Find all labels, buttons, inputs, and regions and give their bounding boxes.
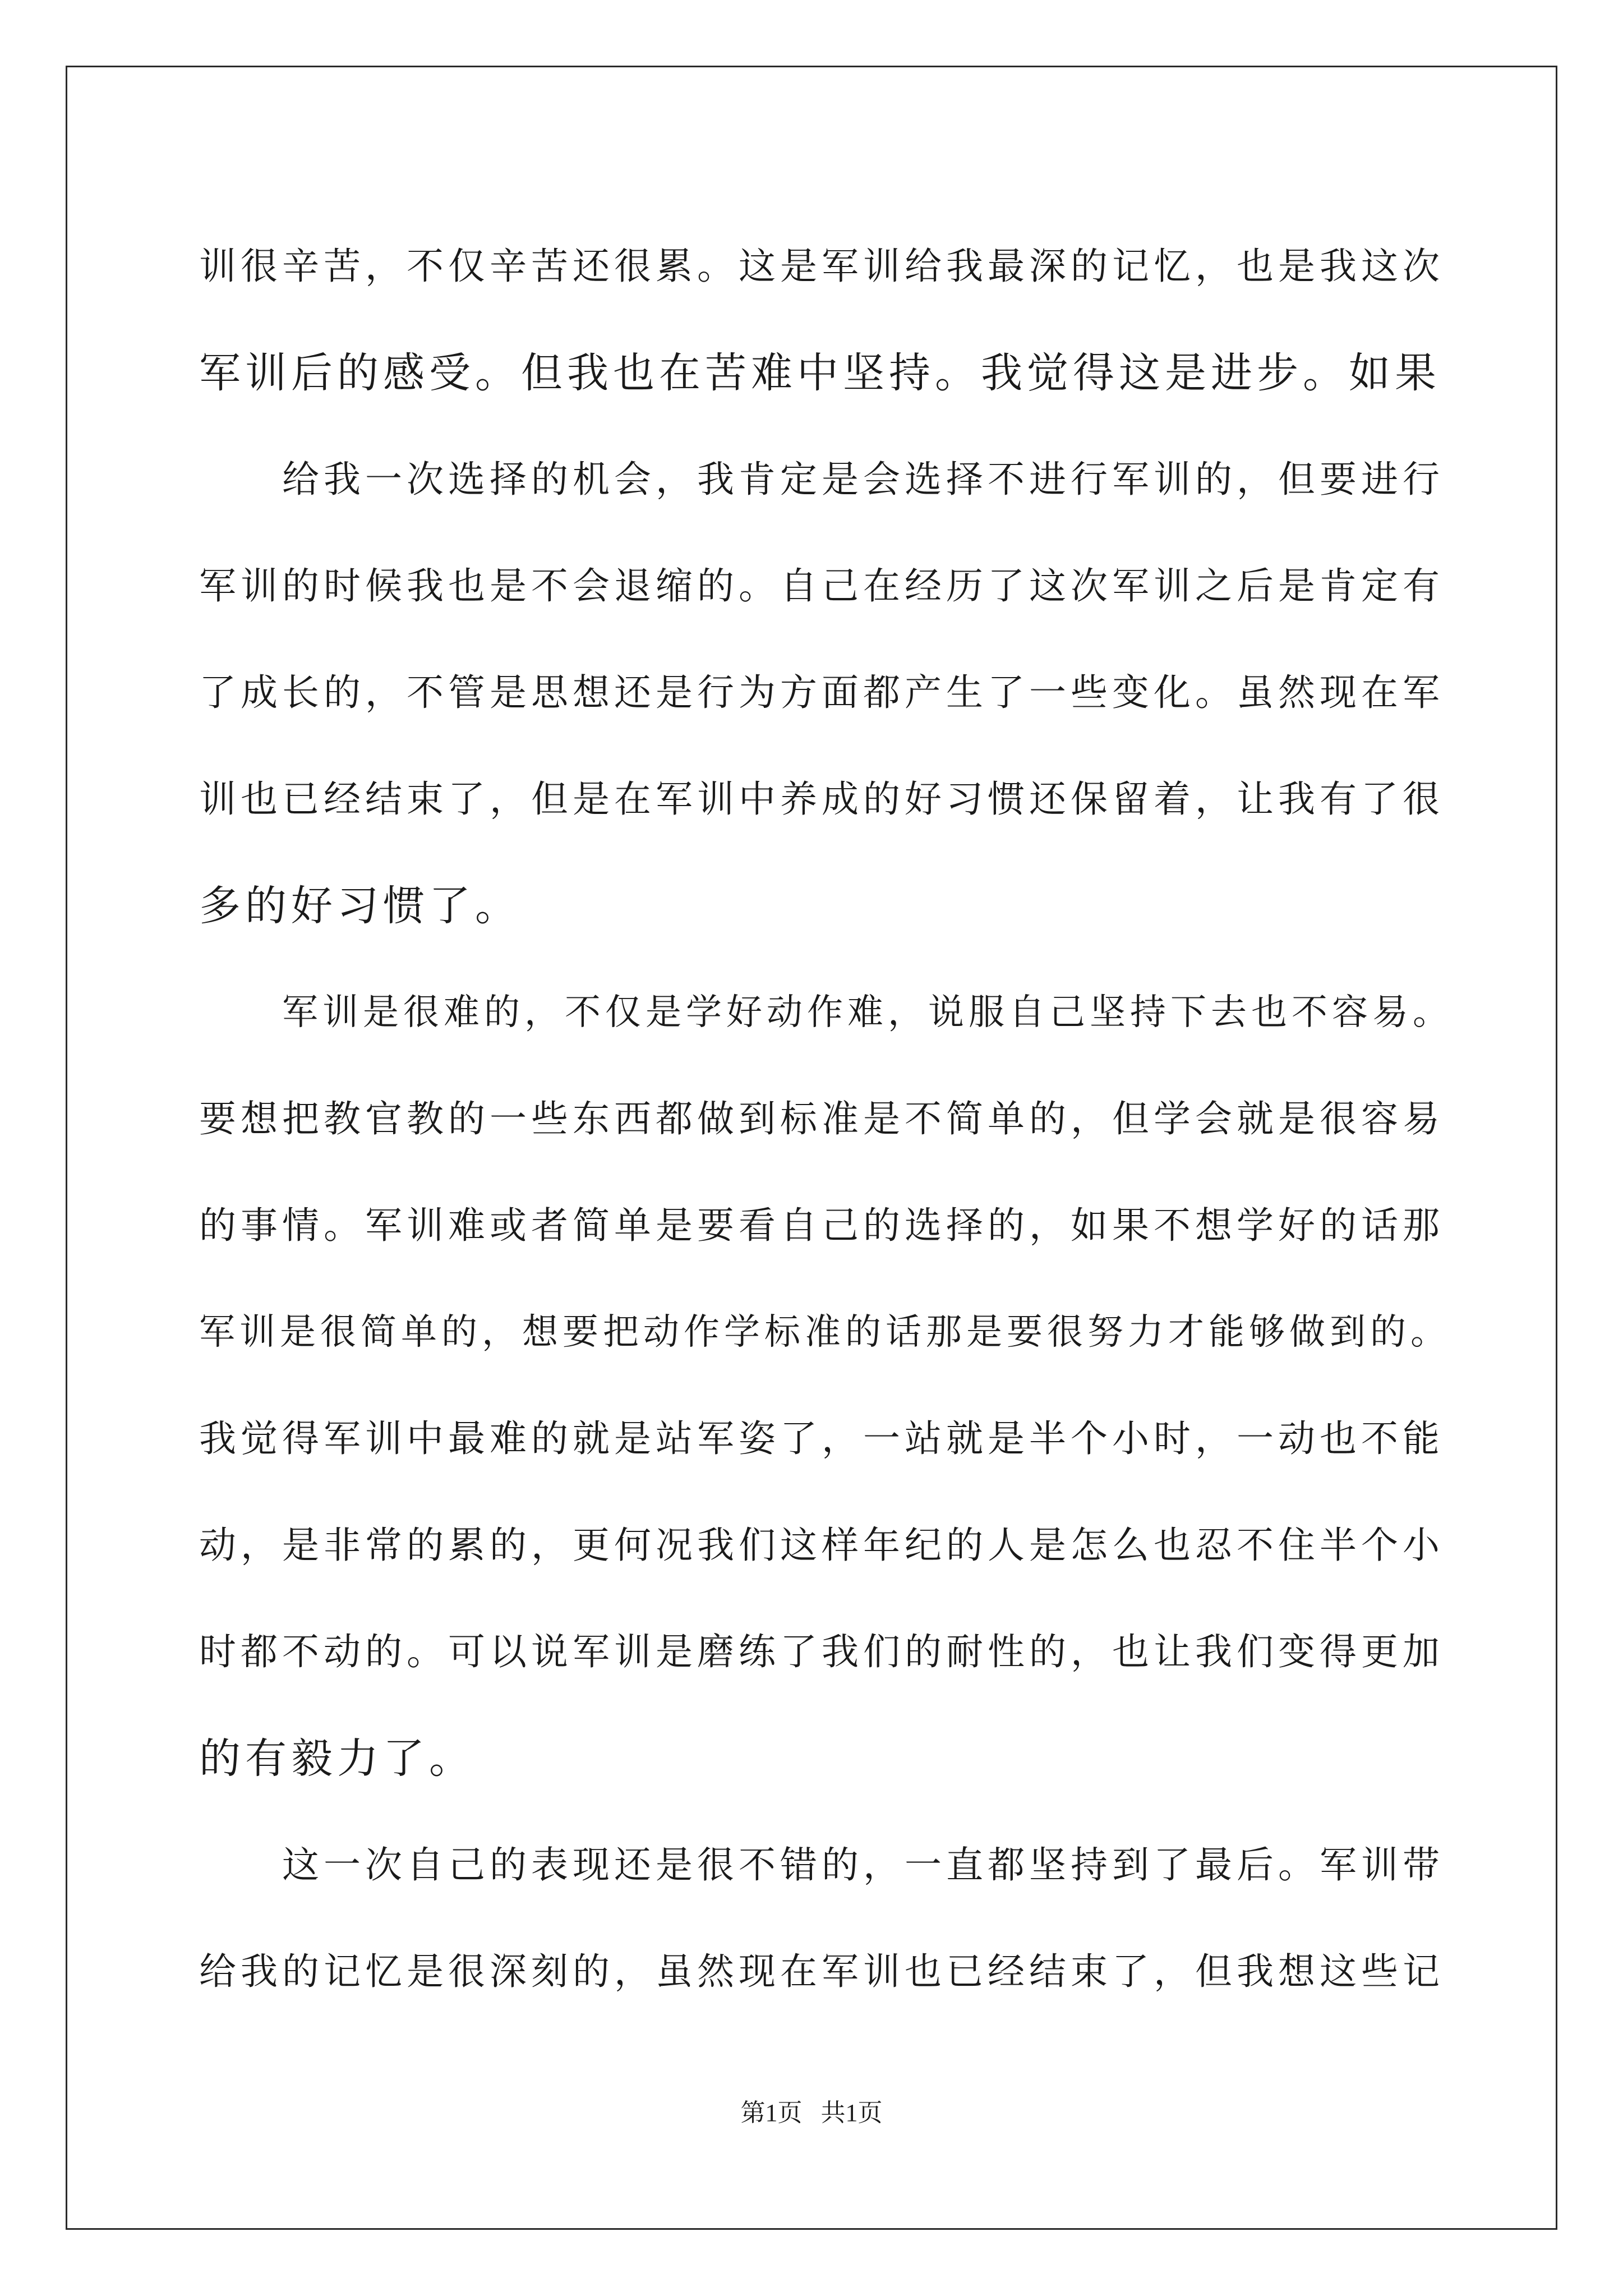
text-line: 军训后的感受。但我也在苦难中坚持。我觉得这是进步。如果 bbox=[199, 349, 1441, 397]
text-line: 的有毅力了。 bbox=[199, 1734, 475, 1783]
text-line: 训很辛苦，不仅辛苦还很累。这是军训给我最深的记忆，也是我这次 bbox=[199, 245, 1444, 288]
text-line: 这一次自己的表现还是很不错的，一直都坚持到了最后。军训带 bbox=[282, 1843, 1444, 1887]
text-line: 时都不动的。可以说军训是磨练了我们的耐性的，也让我们变得更加 bbox=[199, 1630, 1444, 1673]
text-line: 给我一次选择的机会，我肯定是会选择不进行军训的，但要进行 bbox=[282, 458, 1444, 501]
text-line: 的事情。军训难或者简单是要看自己的选择的，如果不想学好的话那 bbox=[199, 1204, 1444, 1247]
text-line: 军训是很简单的，想要把动作学标准的话那是要很努力才能够做到的。 bbox=[199, 1312, 1451, 1353]
text-line: 军训的时候我也是不会退缩的。自己在经历了这次军训之后是肯定有 bbox=[199, 564, 1444, 608]
text-line: 了成长的，不管是思想还是行为方面都产生了一些变化。虽然现在军 bbox=[199, 671, 1444, 714]
text-line: 训也已经结束了，但是在军训中养成的好习惯还保留着，让我有了很 bbox=[199, 777, 1444, 821]
text-line: 我觉得军训中最难的就是站军姿了，一站就是半个小时，一动也不能 bbox=[199, 1417, 1444, 1460]
text-line: 军训是很难的，不仅是学好动作难，说服自己坚持下去也不容易。 bbox=[282, 992, 1453, 1033]
text-line: 动，是非常的累的，更何况我们这样年纪的人是怎么也忍不住半个小 bbox=[199, 1524, 1444, 1567]
page-number-footer: 第1页 共1页 bbox=[740, 2099, 883, 2127]
text-line: 给我的记忆是很深刻的，虽然现在军训也已经结束了，但我想这些记 bbox=[199, 1950, 1444, 1993]
text-line: 多的好习惯了。 bbox=[199, 882, 521, 930]
document-body bbox=[199, 213, 1455, 2025]
text-line: 要想把教官教的一些东西都做到标准是不简单的，但学会就是很容易 bbox=[199, 1097, 1444, 1140]
